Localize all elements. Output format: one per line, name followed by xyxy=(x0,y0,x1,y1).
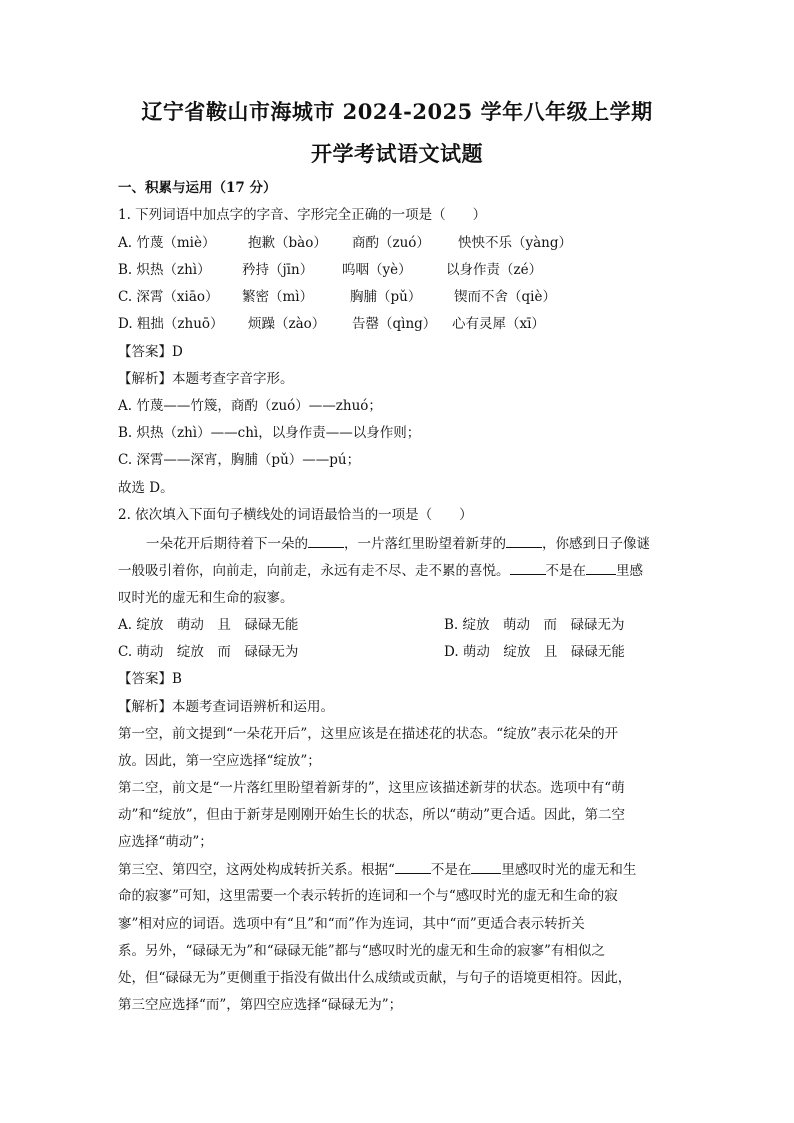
q2-analysis-line: 动”和“绽放”，但由于新芽是刚刚开始生长的状态，所以“萌动”更合适。因此，第二空 xyxy=(118,807,626,823)
fill-blank xyxy=(510,561,546,575)
q1-option-d-item: 心有灵犀（xī） xyxy=(452,316,545,332)
q1-option-b: B. 炽热（zhì） xyxy=(118,262,211,278)
q1-analysis-line: C. 深霄——深宵，胸脯（pǔ）——pú； xyxy=(118,452,361,468)
q1-option-d-item: 烦躁（zào） xyxy=(248,316,326,332)
q2-stem: 2. 依次填入下面句子横线处的词语最恰当的一项是（ ） xyxy=(118,507,473,523)
q2-analysis-text: 里感叹时光的虚无和生 xyxy=(501,862,637,878)
q2-answer: 【答案】B xyxy=(118,671,182,687)
q2-analysis-line: 应选择“萌动”； xyxy=(118,834,213,850)
q2-passage-text: 里感 xyxy=(616,563,643,579)
q1-option-b-item: 以身作责（zé） xyxy=(446,262,543,278)
document-title-line2: 开学考试语文试题 xyxy=(311,141,483,166)
q1-option-a-item: 怏怏不乐（yàng） xyxy=(458,235,573,251)
q2-passage-text: ，一片落红里盼望着新芽的 xyxy=(344,536,506,552)
q1-option-c-item: 胸脯（pǔ） xyxy=(350,289,422,305)
section-heading: 一、积累与运用（17 分） xyxy=(118,180,277,196)
fill-blank xyxy=(308,534,344,548)
q1-option-b-item: 矜持（jīn） xyxy=(242,262,314,278)
q2-analysis-line: 第一空，前文提到“一朵花开后”，这里应该是在描述花的状态。“绽放”表示花朵的开 xyxy=(118,726,619,742)
q2-passage-text: 一般吸引着你，向前走，向前走，永远有走不尽、走不累的喜悦。 xyxy=(118,563,510,579)
q1-option-a-item: 抱歉（bào） xyxy=(248,235,327,251)
q2-analysis-line: 【解析】本题考查词语辨析和运用。 xyxy=(118,699,334,715)
q1-analysis-line: 【解析】本题考查字音字形。 xyxy=(118,371,294,387)
q2-analysis-line: 寥”相对应的词语。选项中有“且”和“而”作为连词，其中“而”更适合表示转折关 xyxy=(118,916,585,932)
q2-analysis-text: 第三空、第四空，这两处构成转折关系。根据“ xyxy=(118,862,395,878)
q2-option-b: B. 绽放 萌动 而 碌碌无为 xyxy=(444,617,625,633)
q2-analysis-line xyxy=(118,860,636,879)
q2-analysis-line: 命的寂寥”可知，这里需要一个表示转折的连词和一个与“感叹时光的虚无和生命的寂 xyxy=(118,888,618,904)
q1-option-b-item: 呜咽（yè） xyxy=(342,262,412,278)
q2-passage-text: 不是在 xyxy=(545,563,586,579)
q2-analysis-line: 系。另外，“碌碌无为”和“碌碌无能”都与“感叹时光的虚无和生命的寂寥”有相似之 xyxy=(118,943,605,959)
q2-analysis-line: 处，但“碌碌无为”更侧重于指没有做出什么成绩或贡献，与句子的语境更相符。因此， xyxy=(118,970,632,986)
q2-analysis-line: 第三空应选择“而”，第四空应选择“碌碌无为”； xyxy=(118,997,403,1013)
q2-analysis-line: 放。因此，第一空应选择“绽放”； xyxy=(118,753,321,769)
q1-option-d: D. 粗拙（zhuō） xyxy=(118,316,224,332)
q2-option-d: D. 萌动 绽放 且 碌碌无能 xyxy=(444,644,625,660)
q1-option-c-item: 锲而不舍（qiè） xyxy=(454,289,556,305)
fill-blank xyxy=(506,534,542,548)
fill-blank xyxy=(395,860,431,874)
q1-option-a: A. 竹蔑（miè） xyxy=(118,235,216,251)
fill-blank xyxy=(471,860,501,874)
fill-blank xyxy=(586,561,616,575)
q2-passage-text: 一朵花开后期待着下一朵的 xyxy=(146,536,308,552)
q1-analysis-line: A. 竹蔑——竹篾，商酌（zuó）——zhuó； xyxy=(118,398,382,414)
q2-analysis-text: 不是在 xyxy=(430,862,472,878)
q1-option-a-item: 商酌（zuó） xyxy=(352,235,430,251)
q2-option-a: A. 绽放 萌动 且 碌碌无能 xyxy=(118,617,299,633)
q2-option-c: C. 萌动 绽放 而 碌碌无为 xyxy=(118,644,299,660)
q2-passage-text: ，你感到日子像谜 xyxy=(542,536,650,552)
q1-option-d-item: 告罄（qìng） xyxy=(352,316,437,332)
q2-passage-line xyxy=(146,534,650,553)
q2-passage-line: 叹时光的虚无和生命的寂寥。 xyxy=(118,590,294,606)
q1-option-c-item: 繁密（mì） xyxy=(242,289,314,305)
q2-analysis-line: 第二空，前文是“一片落红里盼望着新芽的”，这里应该描述新芽的状态。选项中有“萌 xyxy=(118,780,625,796)
q1-stem: 1. 下列词语中加点字的字音、字形完全正确的一项是（ ） xyxy=(118,207,487,223)
q1-option-c: C. 深霄（xiāo） xyxy=(118,289,219,305)
q1-analysis-line: B. 炽热（zhì）——chì，以身作责——以身作则； xyxy=(118,425,421,441)
q1-answer: 【答案】D xyxy=(118,344,183,360)
document-title-line1: 辽宁省鞍山市海城市 2024-2025 学年八年级上学期 xyxy=(141,99,653,124)
q2-passage-line xyxy=(118,561,643,580)
q1-analysis-line: 故选 D。 xyxy=(118,480,174,496)
